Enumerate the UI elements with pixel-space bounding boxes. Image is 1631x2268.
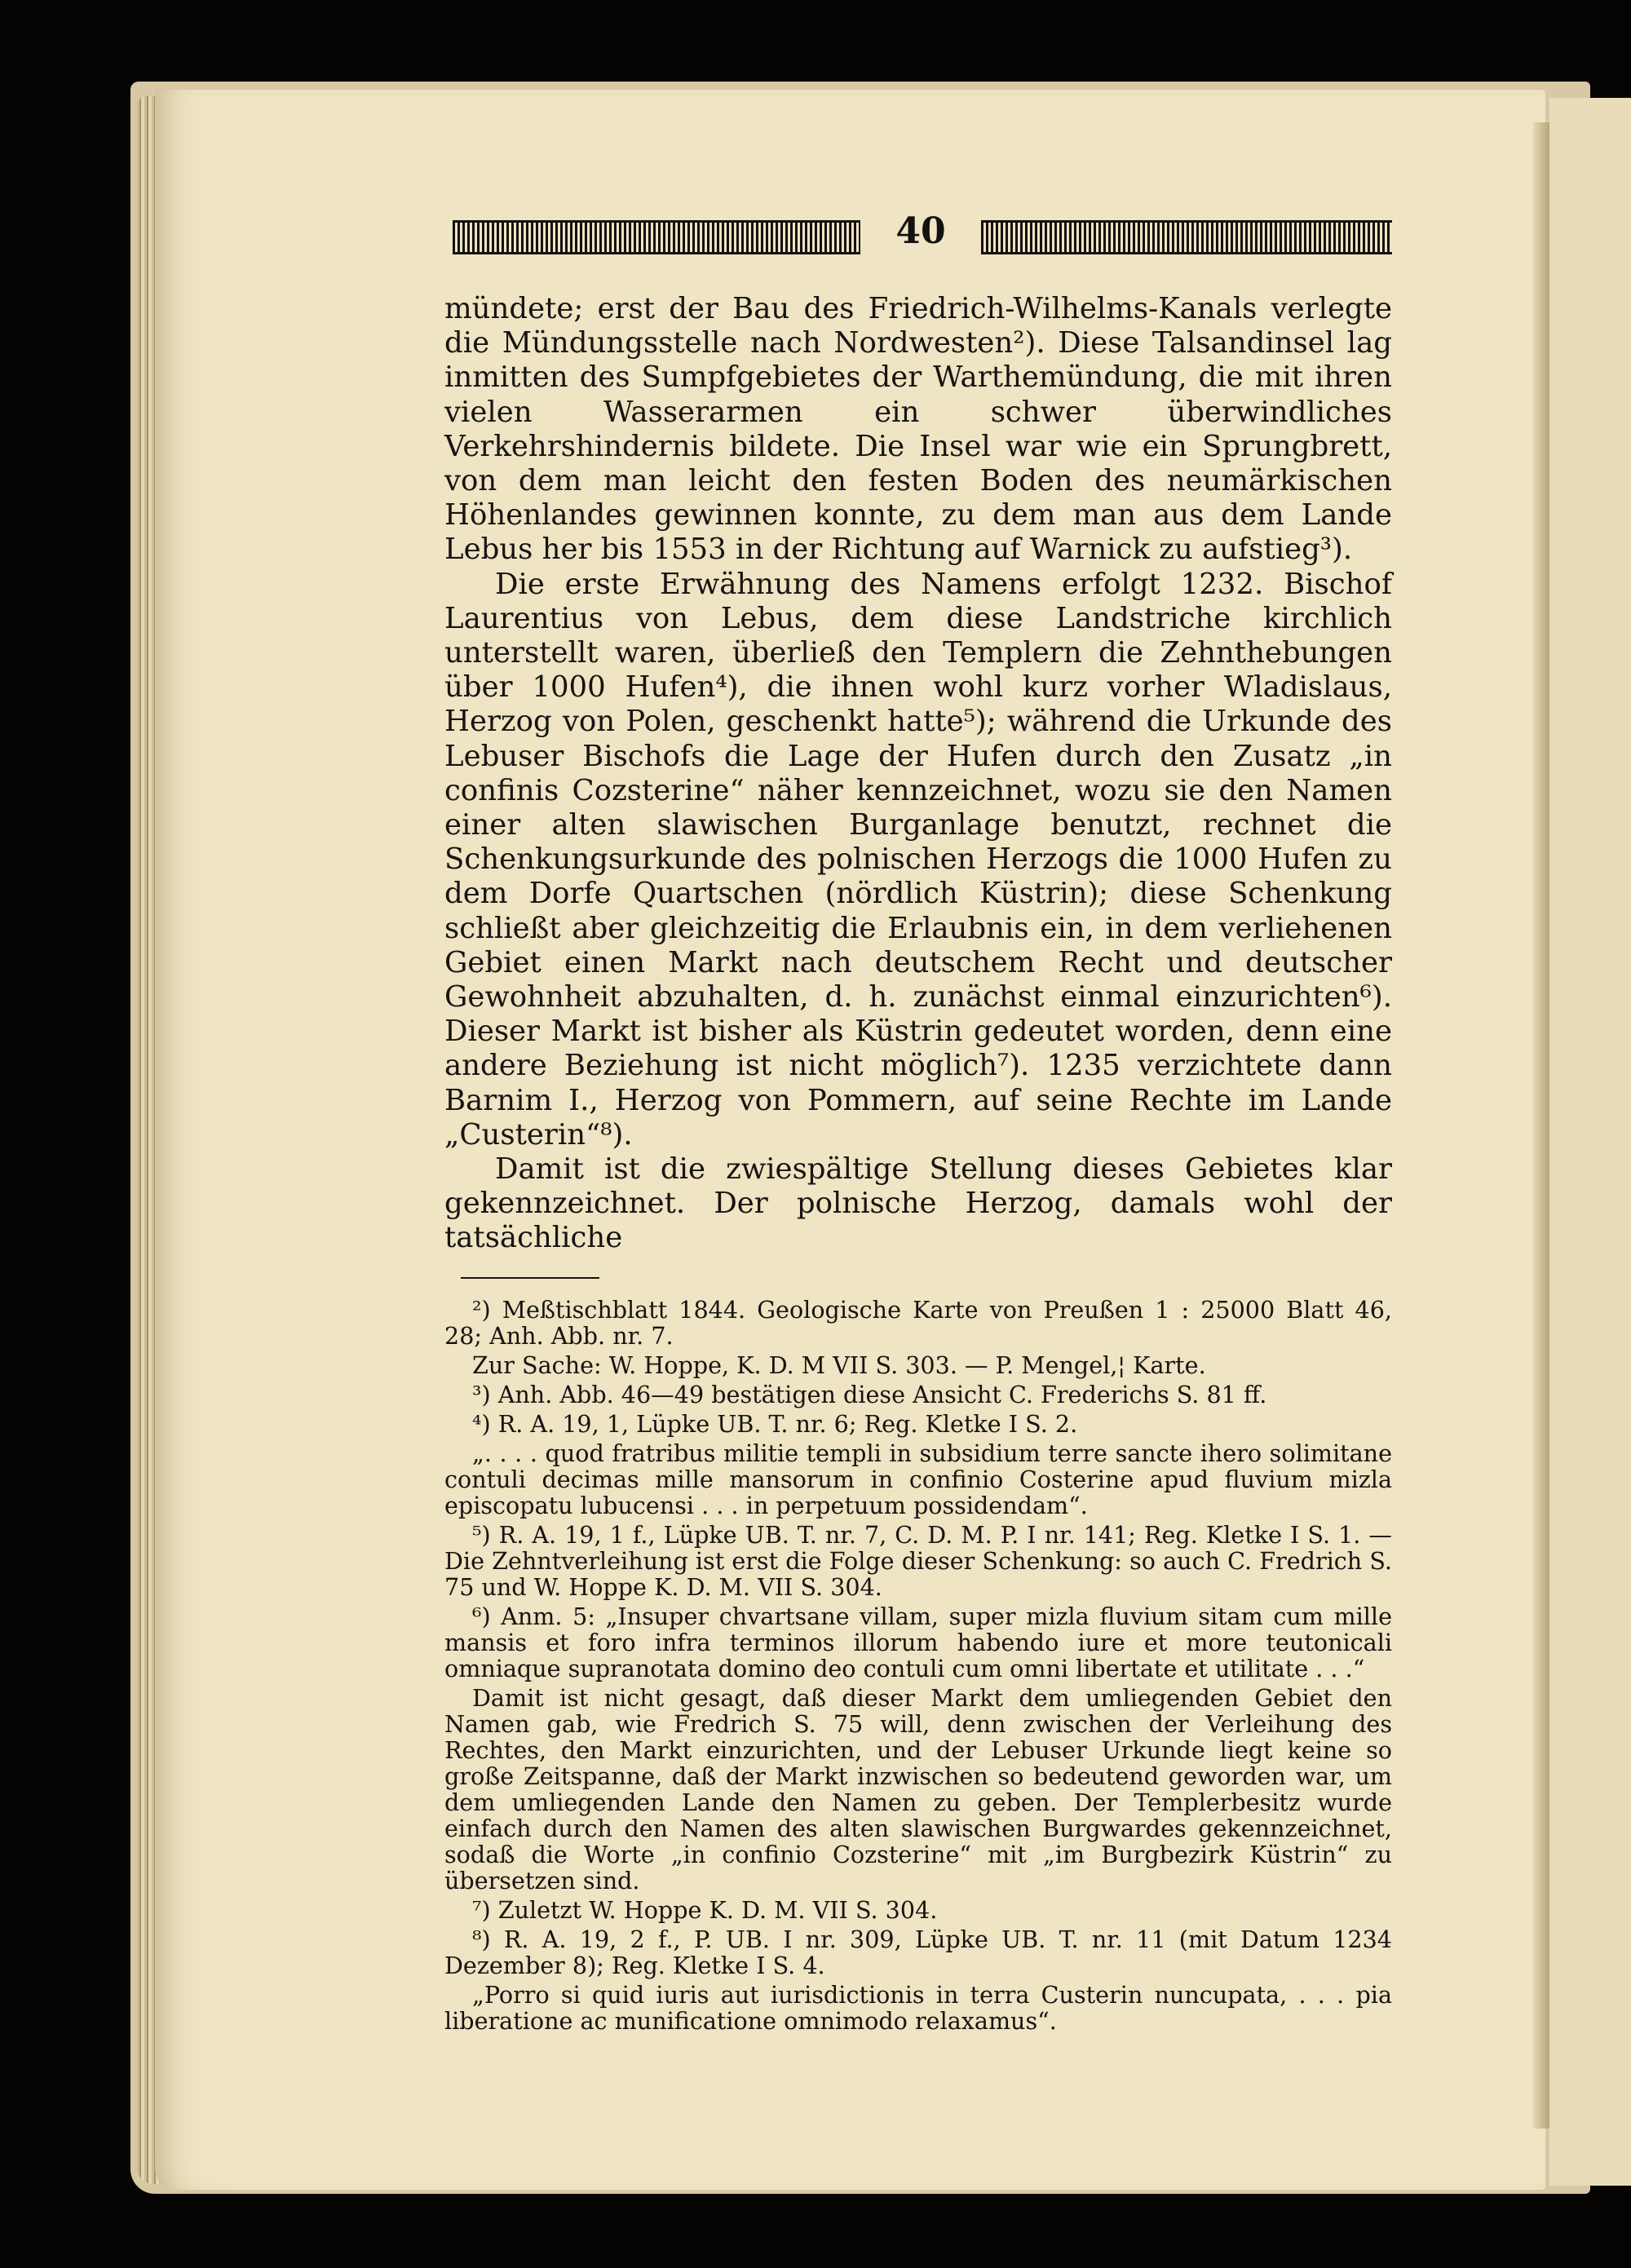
footnote: ³) Anh. Abb. 46—49 bestätigen diese Ansicht C. Frederichs S. 81 ff. [472, 1380, 1267, 1408]
body-text [444, 292, 1392, 1256]
footnote: ⁴) R. A. 19, 1, Lüpke UB. T. nr. 6; Reg. Kletke I S. 2. [472, 1409, 1078, 1438]
body-paragraph: Die erste Erwähnung des Namens erfolgt 1232. Bischof Laurentius von Lebus, dem diese Landstriche kirchlich unterstellt waren, überließ den Templern die Zehnthebungen über 1000 Hufen⁴), die ihnen wohl kurz vorher Wladislaus, Herzog von Polen, geschenkt hatte⁵); während die Urkunde des Lebuser Bischofs die Lage der Hufen durch den Zusatz „in confinis Cozsterine“ näher kennzeichnet, wozu sie den Namen einer alten slawischen Burganlage benutzt, rechnet die Schenkungsurkunde des polnischen Herzogs die 1000 Hufen zu dem Dorfe Quartschen (nördlich Küstrin); diese Schenkung schließt aber gleichzeitig die Erlaubnis ein, in dem verliehenen Gebiet einen Markt nach deutschem Recht und deutscher Gewohnheit abzuhalten, d. h. zunächst einmal einzurichten⁶). Dieser Markt ist bisher als Küstrin gedeutet worden, denn eine andere Beziehung ist nicht möglich⁷). 1235 verzichtete dann Barnim I., Herzog von Pommern, auf seine Rechte im Lande „Custerin“⁸). [444, 567, 1392, 1152]
adjacent-page [1549, 98, 1631, 2186]
footnotes [444, 1297, 1392, 2034]
body-paragraph: mündete; erst der Bau des Friedrich-Wilhelms-Kanals verlegte die Mündungsstelle nach Nordwesten²). Diese Talsandinsel lag inmitten des Sumpfgebietes der Warthemündung, die mit ihren vielen Wasserarmen ein schwer überwindliches Verkehrshindernis bildete. Die Insel war wie ein Sprungbrett, von dem man leicht den festen Boden des neumärkischen Höhenlandes gewinnen konnte, zu dem man aus dem Lande Lebus her bis 1553 in der Richtung auf Warnick zu aufstieg³). [444, 292, 1392, 567]
footnote: ⁷) Zuletzt W. Hoppe K. D. M. VII S. 304. [472, 1895, 938, 1924]
footnote: ²) Meßtischblatt 1844. Geologische Karte von Preußen 1 : 25000 Blatt 46, 28; Anh. Abb. nr. 7. [444, 1295, 1392, 1350]
footnote: Damit ist nicht gesagt, daß dieser Markt dem umliegenden Gebiet den Namen gab, wie Fredrich S. 75 will, denn zwischen der Verleihung des Rechtes, den Markt einzurichten, und der Lebuser Urkunde liegt keine so große Zeitspanne, daß der Markt inzwischen so bedeutend geworden war, um dem umliegenden Lande den Namen zu geben. Der Templerbesitz wurde einfach durch den Namen des alten slawischen Burgwardes gekennzeichnet, sodaß die Worte „in confinio Cozsterine“ mit „im Burgbezirk Küstrin“ zu übersetzen sind. [444, 1683, 1392, 1894]
footnote: ⁵) R. A. 19, 1 f., Lüpke UB. T. nr. 7, C. D. M. P. I nr. 141; Reg. Kletke I S. 1. — Die Zehntverleihung ist erst die Folge dieser Schenkung: so auch C. Fredrich S. 75 und W. Hoppe K. D. M. VII S. 304. [444, 1520, 1392, 1601]
footnote: ⁸) R. A. 19, 2 f., P. UB. I nr. 309, Lüpke UB. T. nr. 11 (mit Datum 1234 Dezember 8); Reg. Kletke I S. 4. [444, 1925, 1392, 1979]
ornamental-rule-left [453, 220, 860, 254]
ornamental-rule-right [981, 220, 1392, 254]
text-block [444, 292, 1392, 2037]
footnote-quote: „. . . . quod fratribus militie templi in subsidium terre sancte ihero solimitane contuli decimas mille mansorum in confinio Costerine apud fluvium mizla episcopatu lubucensi . . . in perpetuum possidendam“. [444, 1439, 1392, 1519]
footnote: Zur Sache: W. Hoppe, K. D. M VII S. 303. — P. Mengel,¦ Karte. [472, 1351, 1206, 1379]
body-paragraph: Damit ist die zwiespältige Stellung dieses Gebietes klar gekennzeichnet. Der polnische Herzog, damals wohl der tatsächliche [444, 1152, 1392, 1255]
page-gutter [1533, 122, 1549, 2129]
footnote-separator [461, 1277, 599, 1279]
running-head [453, 210, 1392, 261]
page-number: 40 [895, 210, 946, 252]
footnote: ⁶) Anm. 5: „Insuper chvartsane villam, super mizla fluvium sitam cum mille mansis et foro infra terminos illorum habendo iure et more teutonicali omniaque supranotata domino deo contuli cum omni libertate et utilitate . . .“ [444, 1602, 1392, 1682]
footnote-quote: „Porro si quid iuris aut iurisdictionis in terra Custerin nuncupata, . . . pia liberatione ac munificatione omnimodo relaxamus“. [444, 1980, 1392, 2035]
